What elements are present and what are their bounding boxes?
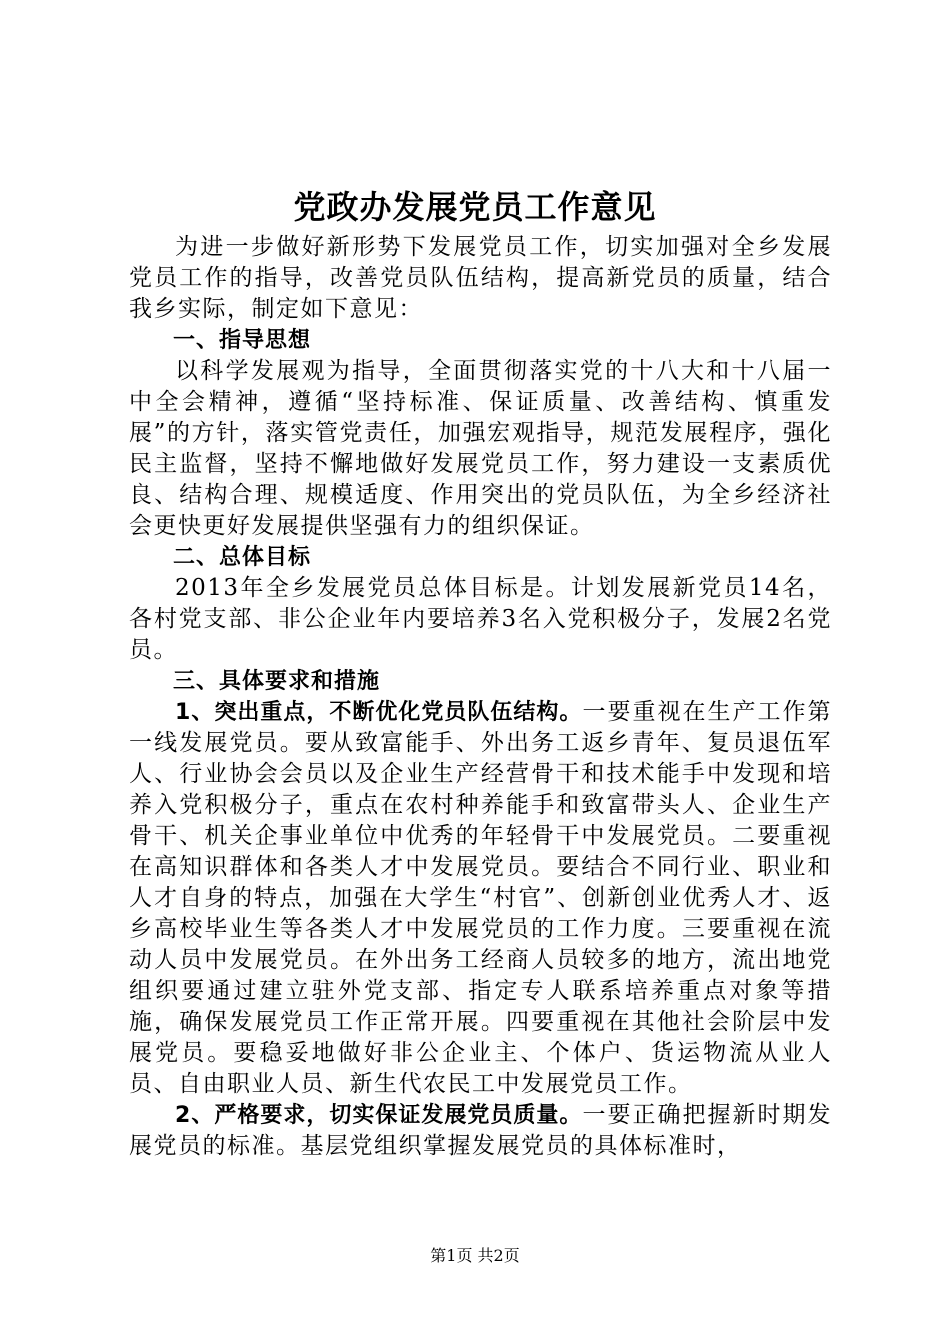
section3-item1-lead: 1、突出重点，不断优化党员队伍结构。	[175, 700, 583, 725]
document-body	[129, 232, 832, 1162]
section3-item1-paragraph	[129, 697, 832, 1100]
section3-item2-lead: 2、严格要求，切实保证发展党员质量。	[175, 1103, 583, 1128]
section3-item1-body: 一要重视在生产工作第一线发展党员。要从致富能手、外出务工返乡青年、复员退伍军人、行业协会会员以及企业生产经营骨干和技术能手中发现和培养入党积极分子，重点在农村种养能手和致富带头人、企业生产骨干、机关企事业单位中优秀的年轻骨干中发展党员。二要重视在高知识群体和各类人才中发展党员。要结合不同行业、职业和人才自身的特点，加强在大学生“村官”、创新创业优秀人才、返乡高校毕业生等各类人才中发展党员的工作力度。三要重视在流动人员中发展党员。在外出务工经商人员较多的地方，流出地党组织要通过建立驻外党支部、指定专人联系培养重点对象等措施，确保发展党员工作正常开展。四要重视在其他社会阶层中发展党员。要稳妥地做好非公企业主、个体户、货运物流从业人员、自由职业人员、新生代农民工中发展党员工作。	[129, 699, 833, 1097]
intro-paragraph: 为进一步做好新形势下发展党员工作，切实加强对全乡发展党员工作的指导，改善党员队伍结构，提高新党员的质量，结合我乡实际，制定如下意见：	[129, 234, 832, 322]
section3-item2-paragraph	[129, 1100, 832, 1162]
section1-heading: 一、指导思想	[173, 328, 312, 353]
section3-heading: 三、具体要求和措施	[173, 669, 381, 694]
page-number-footer: 第1页 共2页	[430, 1246, 520, 1265]
document-title: 党政办发展党员工作意见	[293, 188, 657, 226]
section1-paragraph: 以科学发展观为指导，全面贯彻落实党的十八大和十八届一中全会精神，遵循“坚持标准、保证质量、改善结构、慎重发展”的方针，落实管党责任，加强宏观指导，规范发展程序，强化民主监督，坚持不懈地做好发展党员工作，努力建设一支素质优良、结构合理、规模适度、作用突出的党员队伍，为全乡经济社会更快更好发展提供坚强有力的组织保证。	[129, 358, 832, 539]
section3-item2-body: 一要正确把握新时期发展党员的标准。基层党组织掌握发展党员的具体标准时，	[129, 1102, 833, 1159]
section2-heading: 二、总体目标	[173, 545, 312, 570]
section2-paragraph: 2013年全乡发展党员总体目标是。计划发展新党员14名，各村党支部、非公企业年内要培养3名入党积极分子，发展2名党员。	[129, 575, 832, 663]
